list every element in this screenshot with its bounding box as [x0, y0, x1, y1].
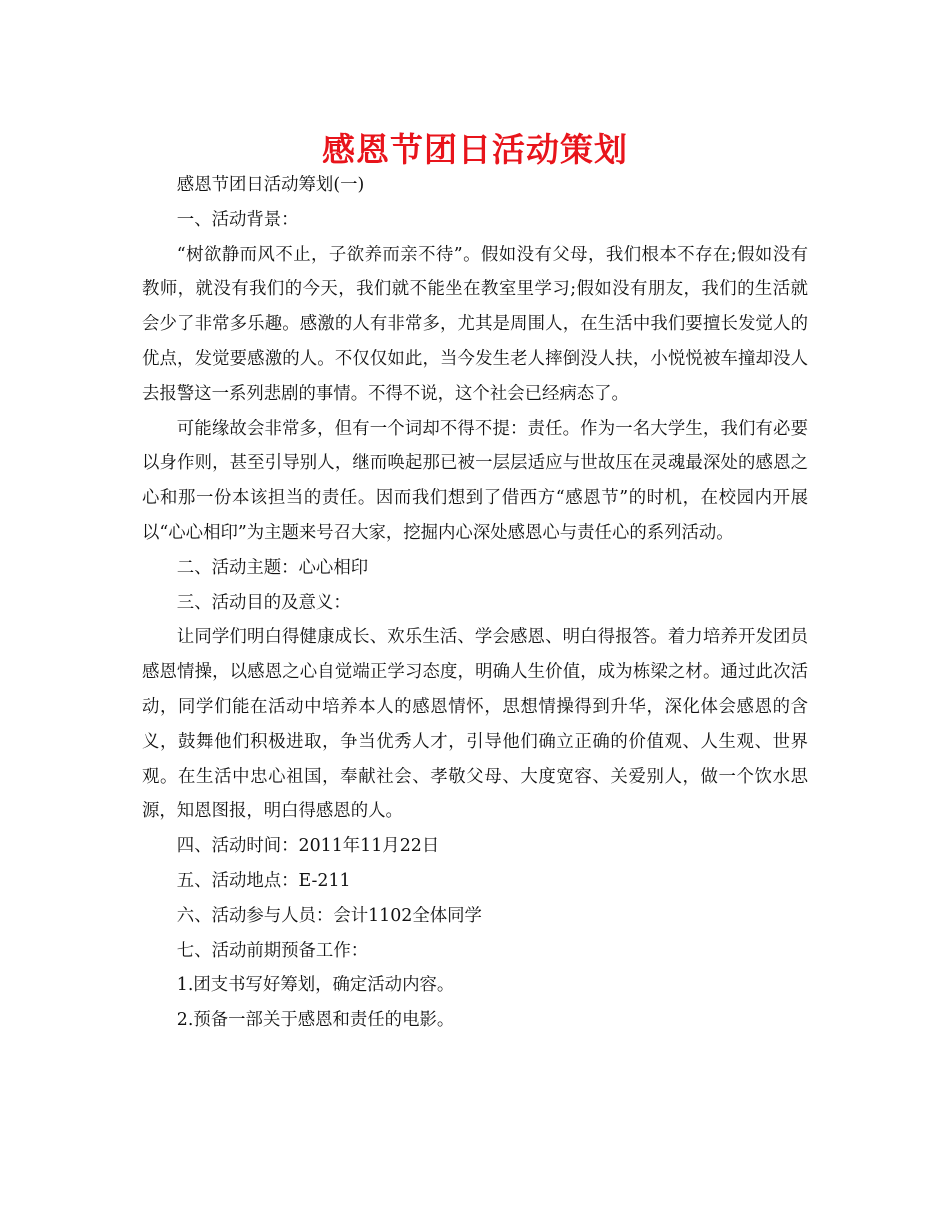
paragraph-section-heading-3: 三、活动目的及意义：	[176, 592, 351, 613]
paragraph-time: 四、活动时间：2011年11月22日	[176, 836, 440, 857]
paragraph-section-heading-1: 一、活动背景：	[176, 209, 299, 230]
paragraph-section-heading-7: 七、活动前期预备工作：	[176, 940, 369, 961]
paragraph-participants: 六、活动参与人员：会计1102全体同学	[176, 905, 482, 926]
paragraph-section-heading-2: 二、活动主题：心心相印	[176, 557, 369, 578]
paragraph-background: “树欲静而风不止，子欲养而亲不待”。假如没有父母，我们根本不存在;假如没有教师，就没有我们的今天，我们就不能坐在教室里学习;假如没有朋友，我们的生活就会少了非常多乐趣。感激的人有非常多，尤其是周围人，在生活中我们要擅长发觉人的优点，发觉要感激的人。不仅仅如此，当今发生老人摔倒没人扶，小悦悦被车撞却没人去报警这一系列悲剧的事情。不得不说，这个社会已经病态了。	[142, 244, 808, 404]
paragraph-location: 五、活动地点：E-211	[176, 870, 351, 891]
list-item-1: 1.团支书写好筹划，确定活动内容。	[176, 975, 455, 996]
list-item-2: 2.预备一部关于感恩和责任的电影。	[176, 1010, 455, 1031]
document-body	[142, 168, 808, 1038]
paragraph-purpose: 让同学们明白得健康成长、欢乐生活、学会感恩、明白得报答。着力培养开发团员感恩情操，以感恩之心自觉端正学习态度，明确人生价值，成为栋梁之材。通过此次活动，同学们能在活动中培养本人的感恩情怀，思想情操得到升华，深化体会感恩的含义，鼓舞他们积极进取，争当优秀人才，引导他们确立正确的价值观、人生观、世界观。在生活中忠心祖国，奉献社会、孝敬父母、大度宽容、关爱别人，做一个饮水思源，知恩图报，明白得感恩的人。	[142, 627, 808, 822]
paragraph-responsibility: 可能缘故会非常多，但有一个词却不得不提：责任。作为一名大学生，我们有必要以身作则，甚至引导别人，继而唤起那已被一层层适应与世故压在灵魂最深处的感恩之心和那一份本该担当的责任。因而我们想到了借西方“感恩节”的时机，在校园内开展以“心心相印”为主题来号召大家，挖掘内心深处感恩心与责任心的系列活动。	[142, 418, 808, 543]
document-title: 感恩节团日活动策划	[322, 130, 628, 169]
paragraph-subtitle: 感恩节团日活动筹划(一)	[176, 175, 365, 195]
